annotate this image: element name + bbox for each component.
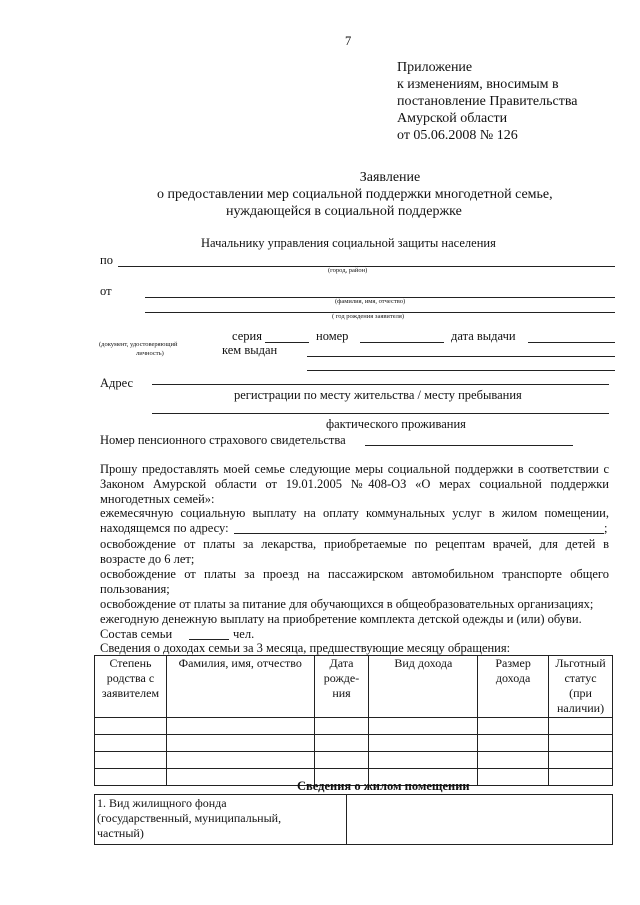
issued-by-field-line[interactable] [307,356,615,357]
doc-caption: личность) [136,350,164,357]
body-text: ; [604,521,608,535]
appendix-line: Амурской области [397,111,508,126]
table-cell[interactable] [166,752,314,769]
table-cell[interactable] [95,769,167,786]
number-label: номер [316,329,349,343]
table-cell[interactable] [369,752,478,769]
birth-year-caption: ( год рождения заявителя) [332,313,404,320]
issued-by-field-line-2[interactable] [307,370,615,371]
col-header-income-type: Вид дохода [369,656,478,718]
number-field-line[interactable] [360,342,444,343]
table-cell[interactable] [95,752,167,769]
table-cell[interactable] [478,752,549,769]
table-cell[interactable] [478,735,549,752]
utility-address-field-line[interactable] [234,533,604,534]
table-cell[interactable] [166,735,314,752]
table-row [95,735,613,752]
body-text: Прошу предоставлять моей семье следующие меры социальной поддержки в соответствии с [100,462,609,476]
body-text: возрасте до 6 лет; [100,552,195,566]
appendix-line: Приложение [397,60,473,75]
appendix-line: к изменениям, вносимым в [397,77,559,92]
doc-caption: (документ, удостоверяющий [99,341,178,348]
table-row [95,752,613,769]
issued-by-label: кем выдан [222,343,278,357]
issue-date-label: дата выдачи [451,329,516,343]
body-text: освобождение от платы за лекарства, приобретаемые по рецептам врачей, для детей в [100,537,609,551]
table-cell[interactable] [166,769,314,786]
fio-caption: (фамилия, имя, отчество) [335,298,406,305]
housing-value-cell[interactable] [346,795,612,845]
table-cell[interactable] [369,718,478,735]
housing-label-cell: 1. Вид жилищного фонда (государственный, муниципальный, частный) [95,795,347,845]
table-cell[interactable] [549,752,613,769]
doc-subtitle: нуждающейся в социальной поддержке [226,204,462,219]
income-title: Сведения о доходах семьи за 3 месяца, предшествующие месяцу обращения: [100,641,511,655]
table-cell[interactable] [478,769,549,786]
doc-subtitle: о предоставлении мер социальной поддержки многодетной семье, [157,187,553,202]
table-cell[interactable] [95,718,167,735]
series-label: серия [232,329,262,343]
body-text: ежемесячную социальную выплату на оплату коммунальных услуг в жилом помещении, [100,506,609,520]
housing-table [94,794,613,845]
col-header-income-amount: Размер дохода [478,656,549,718]
table-cell[interactable] [95,735,167,752]
page-number: 7 [345,34,352,48]
issue-date-field-line[interactable] [528,342,615,343]
col-header-benefit-status: Льготный статус (при наличии) [549,656,613,718]
address-label: Адрес [100,376,134,390]
addressee: Начальнику управления социальной защиты населения [201,236,496,250]
body-text: ежегодную денежную выплату на приобретение комплекта детской одежды и (или) обуви. [100,612,582,626]
body-text: освобождение от платы за питание для обучающихся в общеобразовательных организациях; [100,597,594,611]
appendix-line: от 05.06.2008 № 126 [397,128,518,143]
table-row [95,795,613,845]
table-cell[interactable] [549,769,613,786]
family-unit: чел. [233,627,255,641]
city-caption: (город, район) [328,267,368,274]
reg-address-field-line[interactable] [152,384,609,385]
actual-caption: фактического проживания [326,417,466,431]
body-text: освобождение от платы за проезд на пассажирском автомобильном транспорте общего [100,567,609,581]
col-header-fio: Фамилия, имя, отчество [166,656,314,718]
col-header-birth: Дата рожде- ния [314,656,369,718]
table-cell[interactable] [314,718,369,735]
actual-address-field-line[interactable] [152,413,609,414]
family-count-field-line[interactable] [189,639,229,640]
po-label: по [100,253,113,267]
income-table [94,655,613,786]
body-text: многодетных семей»: [100,492,215,506]
table-cell[interactable] [314,735,369,752]
table-row [95,718,613,735]
family-label: Состав семьи [100,627,173,641]
table-cell[interactable] [549,718,613,735]
table-cell[interactable] [369,735,478,752]
ot-label: от [100,284,112,298]
body-text: Законом Амурской области от 19.01.2005 №408-ОЗ «О мерах социальной поддержки [100,477,609,491]
doc-title: Заявление [359,170,421,185]
pension-field-line[interactable] [365,445,573,446]
appendix-line: постановление Правительства [397,94,578,109]
housing-title: Сведения о жилом помещении [297,779,470,793]
body-text: пользования; [100,582,170,596]
col-header-relation: Степень родства с заявителем [95,656,167,718]
pension-label: Номер пенсионного страхового свидетельства [100,433,346,447]
table-cell[interactable] [478,718,549,735]
reg-caption: регистрации по месту жительства / месту пребывания [234,388,522,402]
table-cell[interactable] [314,752,369,769]
table-header-row [95,656,613,718]
table-cell[interactable] [166,718,314,735]
table-cell[interactable] [549,735,613,752]
body-text: находящемся по адресу: [100,521,229,535]
